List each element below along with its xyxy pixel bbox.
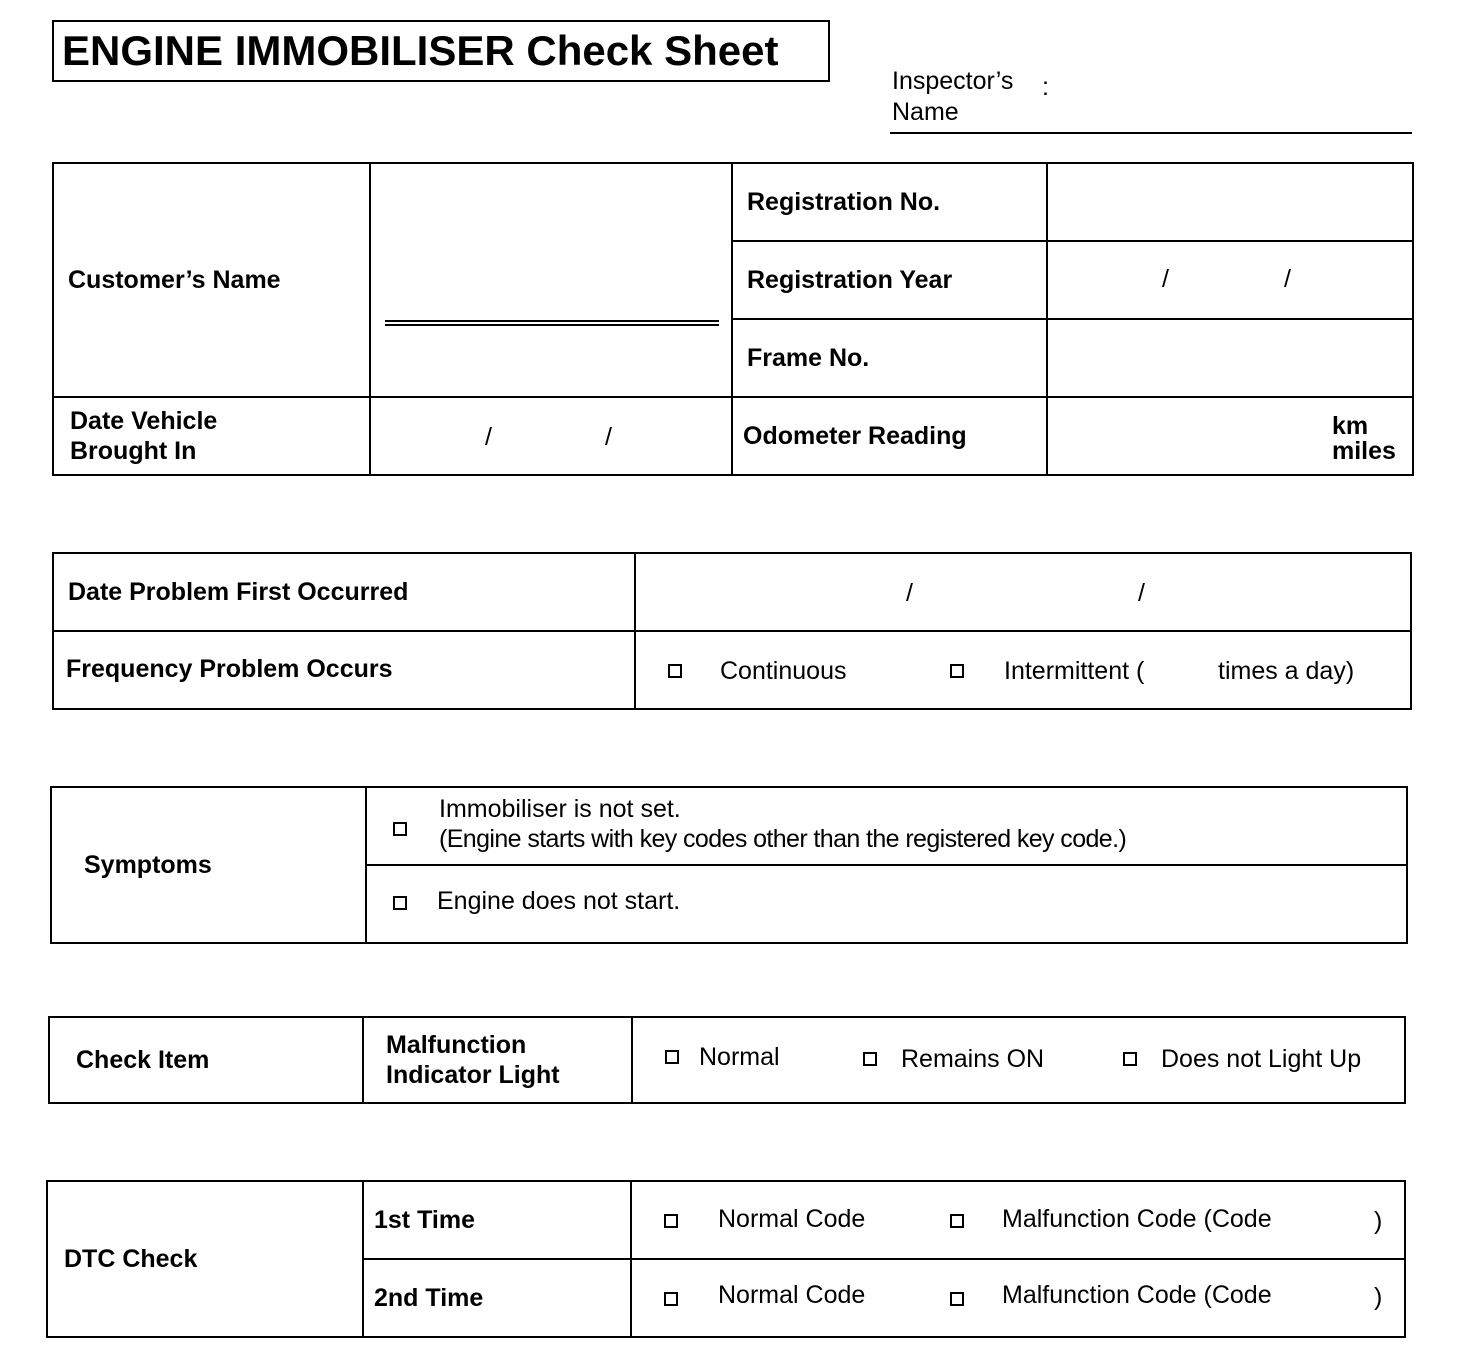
date-brought-in-field[interactable] — [370, 397, 732, 475]
date-separator: / — [485, 423, 492, 451]
dtc-second-time-label: 2nd Time — [363, 1259, 631, 1337]
dtc-2-normal-label: Normal Code — [718, 1281, 866, 1309]
dtc-1-normal-label: Normal Code — [718, 1205, 866, 1233]
mil-no-light-label: Does not Light Up — [1161, 1045, 1362, 1073]
symptoms-table — [50, 786, 1408, 944]
odometer-label: Odometer Reading — [732, 397, 1047, 475]
vehicle-info-table — [52, 162, 1414, 476]
mil-no-light-checkbox[interactable] — [1123, 1052, 1137, 1066]
symptom-1-line-2: (Engine starts with key codes other than the registered key code.) — [439, 825, 1127, 853]
frequency-label: Frequency Problem Occurs — [53, 631, 635, 709]
problem-table — [52, 552, 1412, 710]
dtc-2-malfunction-label: Malfunction Code (Code — [1002, 1281, 1272, 1309]
dtc-1-close-paren: ) — [1374, 1207, 1383, 1235]
registration-no-field[interactable] — [1047, 163, 1413, 241]
immobiliser-not-set-checkbox[interactable] — [393, 822, 407, 836]
odometer-unit-km: km — [1332, 412, 1369, 440]
symptom-option-1 — [366, 787, 1407, 865]
mil-remains-on-checkbox[interactable] — [863, 1052, 877, 1066]
inspector-name-field[interactable] — [890, 66, 1412, 134]
dtc-first-time-label: 1st Time — [363, 1181, 631, 1259]
dtc-first-time-options — [631, 1181, 1405, 1259]
dtc-1-malfunction-label: Malfunction Code (Code — [1002, 1205, 1272, 1233]
times-a-day-label: times a day) — [1218, 657, 1355, 685]
page-title: ENGINE IMMOBILISER Check Sheet — [52, 20, 830, 82]
dtc-2-malfunction-checkbox[interactable] — [950, 1292, 964, 1306]
date-separator: / — [605, 423, 612, 451]
intermittent-label: Intermittent ( — [1004, 657, 1145, 685]
check-item-label: Check Item — [49, 1017, 363, 1103]
frequency-options — [635, 631, 1411, 709]
dtc-2-close-paren: ) — [1374, 1283, 1383, 1311]
dtc-1-malfunction-checkbox[interactable] — [950, 1214, 964, 1228]
date-separator: / — [1284, 265, 1291, 293]
registration-no-label: Registration No. — [732, 163, 1047, 241]
customer-name-field[interactable] — [370, 163, 732, 397]
dtc-1-normal-checkbox[interactable] — [664, 1214, 678, 1228]
frame-no-label: Frame No. — [732, 319, 1047, 397]
dtc-check-label: DTC Check — [47, 1181, 363, 1337]
engine-not-start-checkbox[interactable] — [393, 896, 407, 910]
registration-year-label: Registration Year — [732, 241, 1047, 319]
customer-name-label: Customer’s Name — [53, 163, 370, 397]
registration-year-field[interactable] — [1047, 241, 1413, 319]
date-brought-in-label: Date Vehicle Brought In — [53, 397, 370, 475]
odometer-unit-miles: miles — [1332, 437, 1396, 465]
mil-options — [632, 1017, 1405, 1103]
double-underline — [385, 320, 719, 326]
symptom-2-label: Engine does not start. — [437, 887, 681, 915]
dtc-second-time-options — [631, 1259, 1405, 1337]
symptom-1-line-1: Immobiliser is not set. — [439, 795, 681, 823]
mil-remains-on-label: Remains ON — [901, 1045, 1045, 1073]
continuous-checkbox[interactable] — [668, 664, 682, 678]
date-first-occurred-label: Date Problem First Occurred — [53, 553, 635, 631]
date-separator: / — [906, 579, 913, 607]
dtc-2-normal-checkbox[interactable] — [664, 1292, 678, 1306]
check-item-table — [48, 1016, 1406, 1104]
symptoms-label: Symptoms — [51, 787, 366, 943]
mil-normal-label: Normal — [699, 1043, 780, 1071]
inspector-colon: : — [1042, 73, 1049, 101]
frame-no-field[interactable] — [1047, 319, 1413, 397]
date-separator: / — [1138, 579, 1145, 607]
mil-normal-checkbox[interactable] — [665, 1050, 679, 1064]
symptom-option-2 — [366, 865, 1407, 943]
intermittent-checkbox[interactable] — [950, 664, 964, 678]
continuous-label: Continuous — [720, 657, 847, 685]
dtc-check-table — [46, 1180, 1406, 1338]
date-separator: / — [1162, 265, 1169, 293]
mil-label: Malfunction Indicator Light — [363, 1017, 632, 1103]
odometer-field[interactable] — [1047, 397, 1413, 475]
inspector-name-label: Inspector’s Name — [892, 67, 1014, 126]
date-first-occurred-field[interactable] — [635, 553, 1411, 631]
